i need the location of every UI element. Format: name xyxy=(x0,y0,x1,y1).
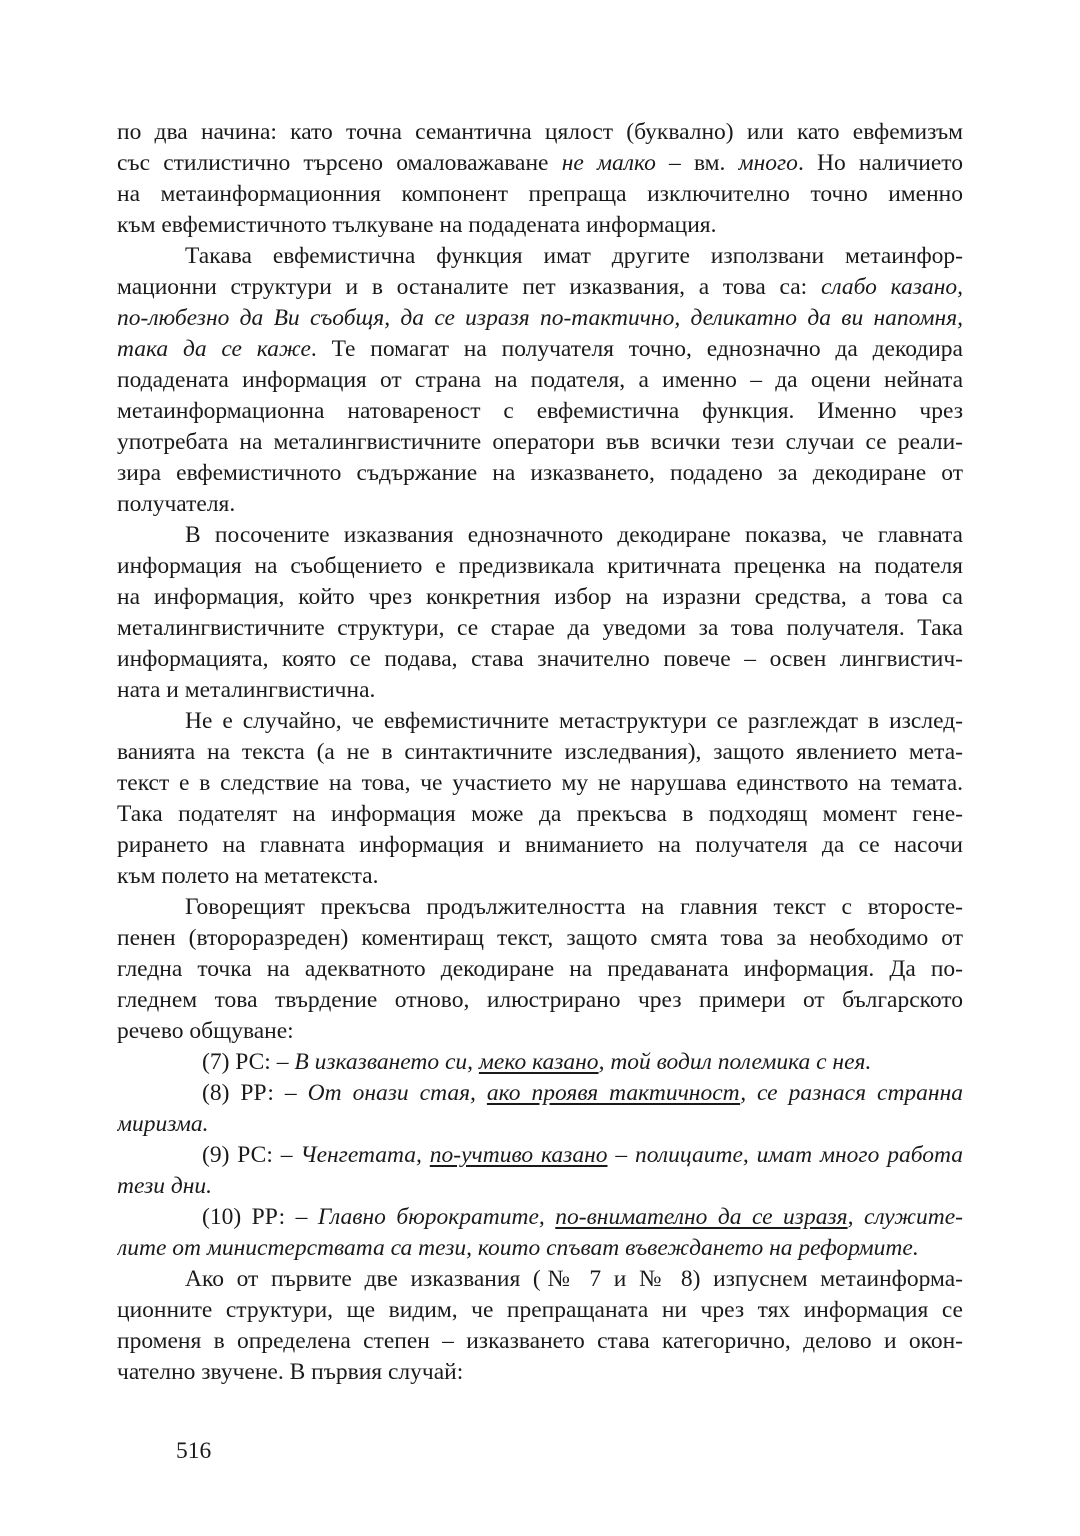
text-line: чателно звучене. В първия случай: xyxy=(117,1359,464,1385)
text-line: ционните структури, ще видим, че препращаната ни чрез тях информация се xyxy=(117,1297,963,1323)
text-line: по два начина: като точна семантична цялост (буквално) или като евфемизъм xyxy=(117,119,963,145)
text-line: към полето на метатекста. xyxy=(117,863,379,889)
text-line: на информация, който чрез конкретния избор на изразни средства, а това са xyxy=(117,584,963,610)
example-10: (10) РР: – Главно бюрократите, по-внимателно да се изразя, служите- xyxy=(202,1204,963,1230)
text-line: информация на съобщението е предизвикала критичната преценка на подателя xyxy=(117,553,963,579)
example-8-continued: миризма. xyxy=(117,1111,209,1137)
text-line: металингвистичните структури, се старае да уведоми за това получателя. Така xyxy=(117,615,963,641)
text-line: гледна точка на адекватното декодиране на предаваната информация. Да по- xyxy=(117,956,963,982)
text-line: рирането на главната информация и вниманието на получателя да се насочи xyxy=(117,832,963,858)
text-line: пенен (второразреден) коментиращ текст, защото смята това за необходимо от xyxy=(117,925,963,951)
text-line: Така подателят на информация може да прекъсва в подходящ момент гене- xyxy=(117,801,963,827)
example-8: (8) РР: – От онази стая, ако проявя тактичност, се разнася странна xyxy=(202,1080,963,1106)
text-line: гледнем това твърдение отново, илюстрирано чрез примери от българското xyxy=(117,987,963,1013)
text-line: текст е в следствие на това, че участието му не нарушава единството на темата. xyxy=(117,770,963,796)
text-line: зира евфемистичното съдържание на изказването, подадено за декодиране от xyxy=(117,460,963,486)
page-number: 516 xyxy=(176,1438,212,1464)
text-line: подадената информация от страна на подателя, а именно – да оцени нейната xyxy=(117,367,963,393)
example-7: (7) РС: – В изказването си, меко казано, той водил полемика с нея. xyxy=(202,1049,872,1075)
text-line: информацията, която се подава, става значително повече – освен лингвистич- xyxy=(117,646,963,672)
text-line: на метаинформационния компонент препраща изключително точно именно xyxy=(117,181,963,207)
text-line: употребата на металингвистичните оператори във всички тези случаи се реали- xyxy=(117,429,963,455)
paragraph-first-line: Не е случайно, че евфемистичните метаструктури се разглеждат в изслед- xyxy=(185,708,963,734)
example-9-continued: тези дни. xyxy=(117,1173,213,1199)
text-line: ванията на текста (а не в синтактичните изследвания), защото явлението мета- xyxy=(117,739,963,765)
paragraph-first-line: В посочените изказвания еднозначното декодиране показва, че главната xyxy=(185,522,963,548)
text-line: ната и металингвистична. xyxy=(117,677,376,703)
paragraph-first-line: Такава евфемистична функция имат другите използвани метаинфор- xyxy=(185,243,963,269)
example-9: (9) РС: – Ченгетата, по-учтиво казано – полицаите, имат много работа xyxy=(202,1142,963,1168)
example-10-continued: лите от министерствата са тези, които спъват въвеждането на реформите. xyxy=(117,1235,919,1261)
text-line: със стилистично търсено омаловажаване не малко – вм. много. Но наличието xyxy=(117,150,963,176)
page-body xyxy=(117,117,963,1388)
text-line: метаинформационна натовареност с евфемистична функция. Именно чрез xyxy=(117,398,963,424)
text-line: така да се каже. Те помагат на получателя точно, еднозначно да декодира xyxy=(117,336,963,362)
text-line: мационни структури и в останалите пет изказвания, а това са: слабо казано, xyxy=(117,274,963,300)
paragraph-first-line: Ако от първите две изказвания (№ 7 и № 8) изпуснем метаинформа- xyxy=(185,1266,963,1292)
text-line: по-любезно да Ви съобщя, да се изразя по-тактично, деликатно да ви напомня, xyxy=(117,305,963,331)
text-line: променя в определена степен – изказването става категорично, делово и окон- xyxy=(117,1328,963,1354)
text-line: получателя. xyxy=(117,491,236,517)
text-line: към евфемистичното тълкуване на подадената информация. xyxy=(117,212,717,238)
paragraph-first-line: Говорещият прекъсва продължителността на главния текст с второсте- xyxy=(185,894,963,920)
text-line: речево общуване: xyxy=(117,1018,294,1044)
